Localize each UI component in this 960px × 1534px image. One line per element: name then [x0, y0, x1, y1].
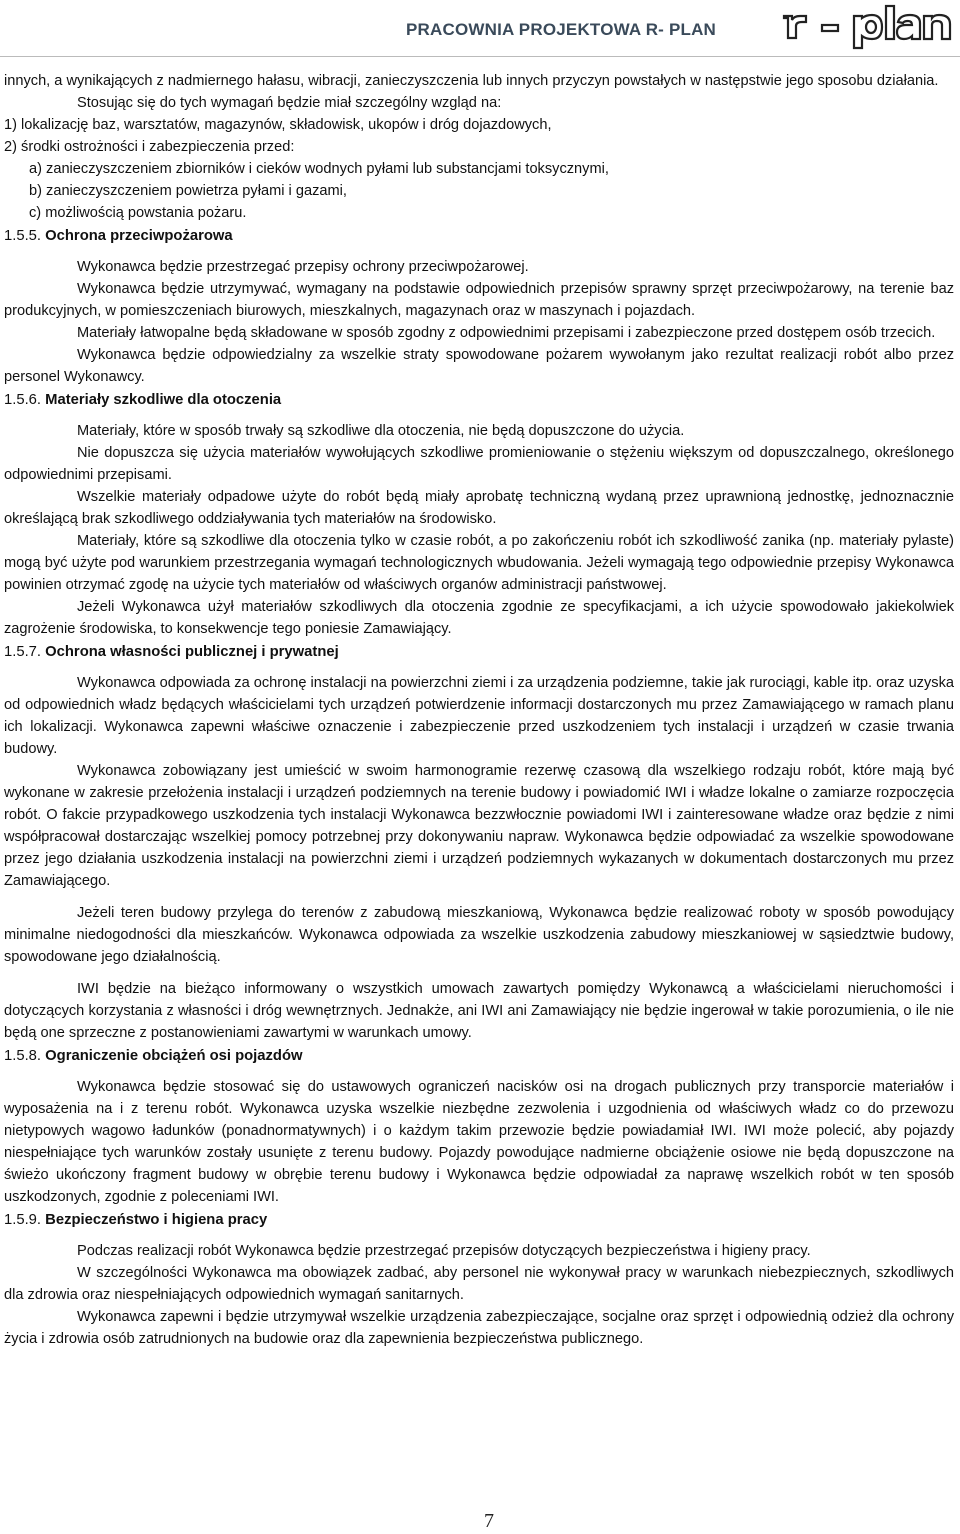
company-logo	[782, 4, 952, 50]
section-number: 1.5.6.	[4, 392, 42, 408]
paragraph: Jeżeli teren budowy przylega do terenów z zabudową mieszkaniową, Wykonawca będzie realizować roboty w sposób powodujący minimalne niedogodności dla mieszkańców. Wykonawca odpowiada za wszelkie uszkodzenia zabudowy mieszkaniowej w sąsiedztwie budowy, spowodowane jego działalnością.	[4, 905, 954, 965]
paragraph: Wykonawca będzie utrzymywać, wymagany na podstawie odpowiednich przepisów sprawny sprzęt przeciwpożarowy, na terenie baz produkcyjnych, w pomieszczeniach biurowych, mieszkalnych, magazynach oraz w maszynach i pojazdach.	[4, 281, 954, 319]
section-number: 1.5.7.	[4, 644, 42, 660]
section-number: 1.5.8.	[4, 1048, 42, 1064]
section-title: Ochrona własności publicznej i prywatnej	[45, 644, 339, 660]
paragraph: innych, a wynikających z nadmiernego hałasu, wibracji, zanieczyszczenia lub innych przyczyn powstałych w następstwie jego sposobu działania.	[4, 73, 939, 89]
paragraph: c) możliwością powstania pożaru.	[29, 205, 247, 221]
paragraph: Materiały, które są szkodliwe dla otoczenia tylko w czasie robót, a po zakończeniu robót ich szkodliwość zanika (np. materiały pylaste) mogą być użyte pod warunkiem przestrzegania wymagań technologicznych wbudowania. Jeżeli wymagają tego odpowiednie przepisy Wykonawca powinien otrzymać zgodę na użycie tych materiałów od właściwych organów administracji państwowej.	[4, 533, 954, 593]
section-title: Ograniczenie obciążeń osi pojazdów	[45, 1048, 303, 1064]
paragraph: Wykonawca będzie przestrzegać przepisy ochrony przeciwpożarowej.	[77, 259, 529, 275]
paragraph: Wszelkie materiały odpadowe użyte do robót będą miały aprobatę techniczną wydaną przez uprawnioną jednostkę, jednoznacznie określającą brak szkodliwego oddziaływania tych materiałów na środowisko.	[4, 489, 954, 527]
paragraph: b) zanieczyszczeniem powietrza pyłami i gazami,	[29, 183, 347, 199]
paragraph: Materiały łatwopalne będą składowane w sposób zgodny z odpowiednimi przepisami i zabezpieczone przed dostępem osób trzecich.	[77, 325, 936, 341]
paragraph: Wykonawca odpowiada za ochronę instalacji na powierzchni ziemi i za urządzenia podziemne, takie jak rurociągi, kable itp. oraz uzyska od odpowiednich władz będących właścicielami tych urządzeń potwierdzenie informacji dostarczonych mu przez Zamawiającego w ramach planu ich lokalizacji. Wykonawca zapewni właściwe oznaczenie i zabezpieczenie przed uszkodzeniem tych instalacji i urządzeń w czasie trwania budowy.	[4, 675, 954, 757]
paragraph: Wykonawca zapewni i będzie utrzymywał wszelkie urządzenia zabezpieczające, socjalne oraz sprzęt i odpowiednią odzież dla ochrony życia i zdrowia osób zatrudnionych na budowie oraz dla zapewnienia bezpieczeństwa publicznego.	[4, 1309, 954, 1347]
page-number: 7	[484, 1510, 494, 1532]
paragraph: Wykonawca będzie odpowiedzialny za wszelkie straty spowodowane pożarem wywołanym jako rezultat realizacji robót albo przez personel Wykonawcy.	[4, 347, 954, 385]
paragraph: Wykonawca zobowiązany jest umieścić w swoim harmonogramie rezerwę czasową dla wszelkiego rodzaju robót, które mają być wykonane w zakresie przełożenia instalacji i urządzeń podziemnych na terenie budowy i powiadomić IWI i władze lokalne o zamiarze rozpoczęcia robót. O fakcie przypadkowego uszkodzenia tych instalacji Wykonawca bezzwłocznie powiadomi IWI i zainteresowane władze oraz będzie z nimi współpracował dostarczając wszelkiej pomocy potrzebnej przy dokonywaniu napraw. Wykonawca będzie odpowiadać za wszelkie spowodowane przez jego działania uszkodzenia instalacji na powierzchni ziemi i urządzeń podziemnych wykazanych w dokumentach dostarczonych mu przez Zamawiającego.	[4, 763, 954, 889]
paragraph: Podczas realizacji robót Wykonawca będzie przestrzegać przepisów dotyczących bezpieczeństwa i higieny pracy.	[77, 1243, 811, 1259]
section-heading	[4, 1044, 954, 1076]
header-title: PRACOWNIA PROJEKTOWA R- PLAN	[406, 20, 717, 39]
paragraph: Wykonawca będzie stosować się do ustawowych ograniczeń nacisków osi na drogach publicznych przy transporcie materiałów i wyposażenia na i z terenu robót. Wykonawca uzyska wszelkie niezbędne zezwolenia i uzgodnienia od właściwych władz co do przewozu nietypowych wagowo ładunków (ponadnormatywnych) i o każdym takim przewozie będzie powiadamiał IWI. IWI może polecić, aby pojazdy niespełniające tych warunków zostały usunięte z terenu budowy. Pojazdy powodujące nadmierne obciążenie osiowe nie będą dopuszczone na świeżo ukończony fragment budowy w obrębie terenu budowy i Wykonawca będzie odpowiadał za naprawę wszelkich robót w ten sposób uszkodzonych, zgodnie z poleceniami IWI.	[4, 1079, 954, 1205]
section-number: 1.5.5.	[4, 228, 42, 244]
section-heading	[4, 224, 954, 256]
paragraph: 1) lokalizację baz, warsztatów, magazynów, składowisk, ukopów i dróg dojazdowych,	[4, 117, 552, 133]
document-body	[4, 70, 954, 1350]
paragraph: Nie dopuszcza się użycia materiałów wywołujących szkodliwe promieniowanie o stężeniu większym od dopuszczalnego, określonego odpowiednimi przepisami.	[4, 445, 954, 483]
paragraph: W szczególności Wykonawca ma obowiązek zadbać, aby personel nie wykonywał pracy w warunkach niebezpiecznych, szkodliwych dla zdrowia oraz niespełniających odpowiednich wymagań sanitarnych.	[4, 1265, 954, 1303]
section-title: Ochrona przeciwpożarowa	[45, 228, 233, 244]
header-rule	[0, 56, 960, 57]
section-heading	[4, 640, 954, 672]
paragraph: a) zanieczyszczeniem zbiorników i cieków wodnych pyłami lub substancjami toksycznymi,	[29, 161, 609, 177]
paragraph: IWI będzie na bieżąco informowany o wszystkich umowach zawartych pomiędzy Wykonawcą a właścicielami nieruchomości i dotyczących korzystania z własności i dróg wewnętrznych. Jednakże, ani IWI ani Zamawiający nie będzie ingerował w takie porozumienia, o ile nie będą one sprzeczne z postanowieniami zawartymi w warunkach umowy.	[4, 981, 954, 1041]
section-heading	[4, 1208, 954, 1240]
paragraph: Jeżeli Wykonawca użył materiałów szkodliwych dla otoczenia zgodnie ze specyfikacjami, a ich użycie spowodowało jakiekolwiek zagrożenie środowiska, to konsekwencje tego poniesie Zamawiający.	[4, 599, 954, 637]
section-number: 1.5.9.	[4, 1212, 42, 1228]
paragraph: Materiały, które w sposób trwały są szkodliwe dla otoczenia, nie będą dopuszczone do użycia.	[77, 423, 685, 439]
page-header	[0, 0, 960, 56]
section-heading	[4, 388, 954, 420]
section-title: Bezpieczeństwo i higiena pracy	[45, 1212, 268, 1228]
paragraph: Stosując się do tych wymagań będzie miał szczególny wzgląd na:	[77, 95, 502, 111]
paragraph: 2) środki ostrożności i zabezpieczenia przed:	[4, 139, 295, 155]
section-title: Materiały szkodliwe dla otoczenia	[45, 392, 282, 408]
